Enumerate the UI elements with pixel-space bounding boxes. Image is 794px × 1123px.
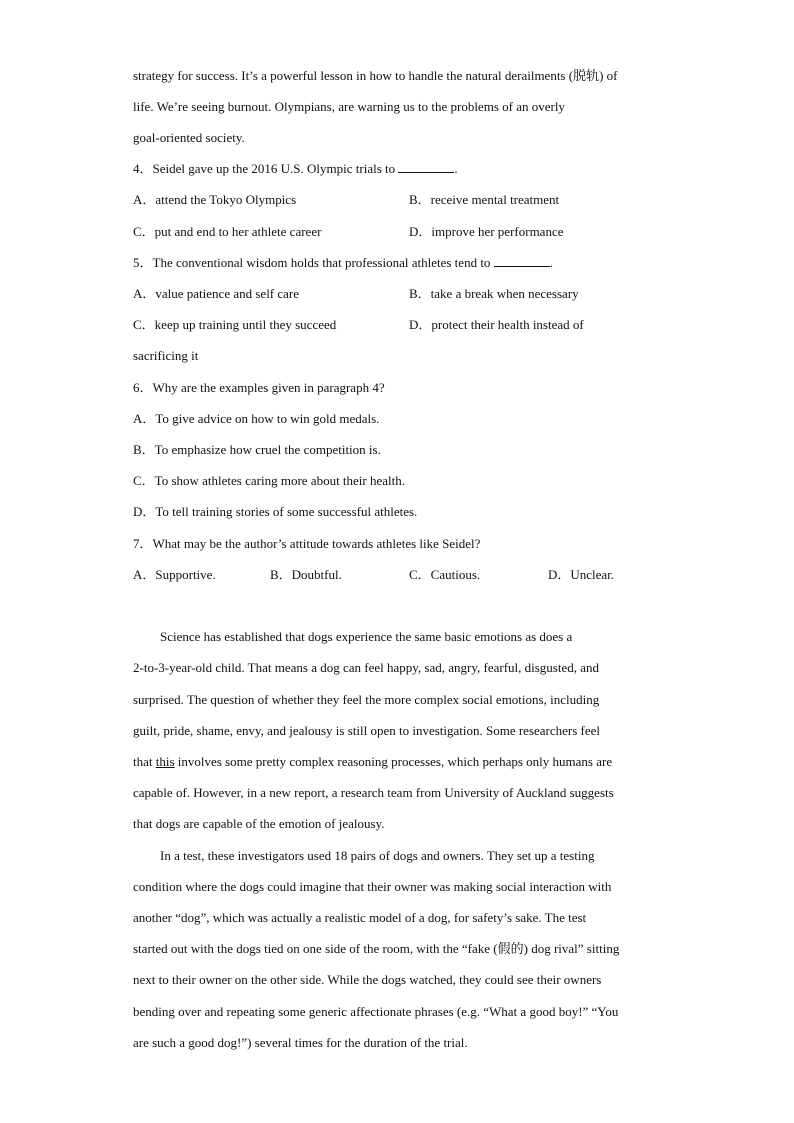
underlined-word: this	[155, 754, 175, 769]
question-4-stem	[133, 161, 458, 177]
line-prefix: that	[133, 754, 153, 769]
passage2-line: bending over and repeating some generic affectionate phrases (e.g. “What a good boy!” “You	[133, 1004, 619, 1019]
answer-blank	[398, 161, 454, 173]
option-a: A．To give advice on how to win gold medals.	[133, 411, 380, 426]
passage2-line: In a test, these investigators used 18 pairs of dogs and owners. They set up a testing	[160, 848, 595, 863]
passage2-line: started out with the dogs tied on one side of the room, with the “fake (假的) dog rival” sitting	[133, 941, 620, 956]
option-c: C．keep up training until they succeed	[133, 317, 337, 332]
passage2-line: another “dog”, which was actually a realistic model of a dog, for safety’s sake. The test	[133, 910, 587, 925]
answer-blank	[494, 255, 550, 267]
passage2-line	[133, 754, 612, 770]
passage2-line: capable of. However, in a new report, a research team from University of Auckland suggests	[133, 785, 614, 800]
question-6-stem: 6．Why are the examples given in paragraph 4?	[133, 380, 385, 395]
passage2-line: are such a good dog!”) several times for the duration of the trial.	[133, 1035, 468, 1050]
option-d: D．improve her performance	[409, 224, 564, 239]
option-d: D．protect their health instead of	[409, 317, 584, 332]
option-a: A．value patience and self care	[133, 286, 300, 301]
passage2-line: next to their owner on the other side. While the dogs watched, they could see their owners	[133, 972, 602, 987]
option-b: B．receive mental treatment	[409, 192, 560, 207]
question-text: 5．The conventional wisdom holds that professional athletes tend to	[133, 255, 491, 270]
passage2-line: that dogs are capable of the emotion of jealousy.	[133, 816, 385, 831]
option-b: B．Doubtful.	[270, 567, 342, 582]
option-a: A．attend the Tokyo Olympics	[133, 192, 297, 207]
passage2-line: guilt, pride, shame, envy, and jealousy is still open to investigation. Some researchers feel	[133, 723, 601, 738]
question-5-stem	[133, 255, 553, 271]
line-rest: involves some pretty complex reasoning processes, which perhaps only humans are	[177, 754, 613, 769]
option-c: C．put and end to her athlete career	[133, 224, 322, 239]
passage2-line: 2-to-3-year-old child. That means a dog can feel happy, sad, angry, fearful, disgusted, and	[133, 660, 600, 675]
option-b: B．take a break when necessary	[409, 286, 579, 301]
option-c: C．Cautious.	[409, 567, 481, 582]
option-d: D．To tell training stories of some successful athletes.	[133, 504, 418, 519]
question-text: 4．Seidel gave up the 2016 U.S. Olympic trials to	[133, 161, 396, 176]
question-7-stem: 7．What may be the author’s attitude towards athletes like Seidel?	[133, 536, 481, 551]
passage1-line: strategy for success. It’s a powerful lesson in how to handle the natural derailments (脱轨) of	[133, 68, 618, 83]
question-end: .	[549, 255, 553, 270]
option-a: A．Supportive.	[133, 567, 216, 582]
passage2-line: condition where the dogs could imagine that their owner was making social interaction with	[133, 879, 612, 894]
passage2-line: Science has established that dogs experience the same basic emotions as does a	[160, 629, 573, 644]
option-d-continuation: sacrificing it	[133, 348, 199, 363]
passage1-line: life. We’re seeing burnout. Olympians, are warning us to the problems of an overly	[133, 99, 565, 114]
option-b: B．To emphasize how cruel the competition is.	[133, 442, 381, 457]
option-d: D．Unclear.	[548, 567, 615, 582]
passage2-line: surprised. The question of whether they feel the more complex social emotions, including	[133, 692, 600, 707]
passage1-line: goal-oriented society.	[133, 130, 245, 145]
option-c: C．To show athletes caring more about their health.	[133, 473, 406, 488]
question-end: .	[454, 161, 458, 176]
